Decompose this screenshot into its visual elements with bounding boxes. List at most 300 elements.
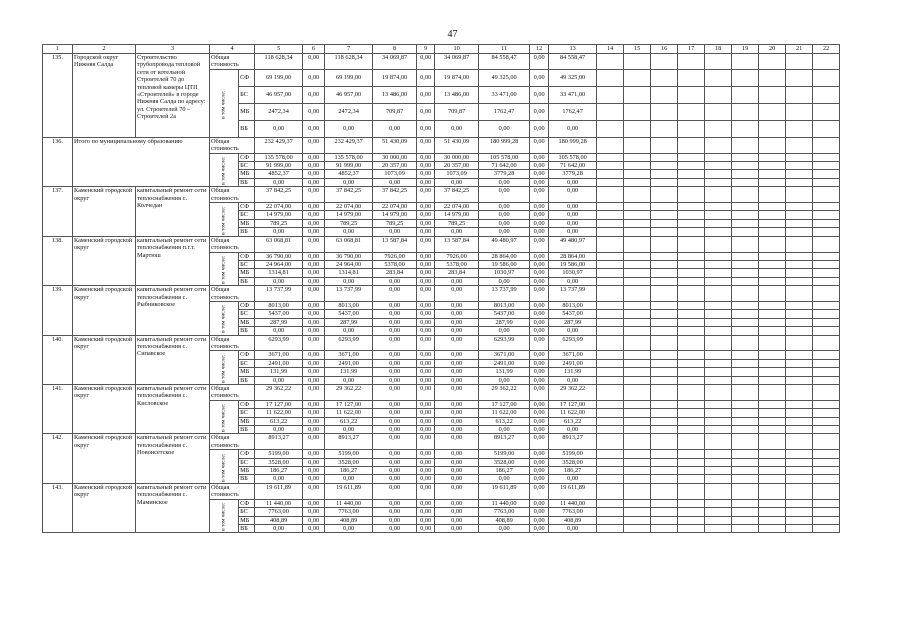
value-cell: 0,00 bbox=[303, 368, 325, 376]
value-cell: 0,00 bbox=[549, 327, 597, 335]
value-cell: 0,00 bbox=[417, 219, 435, 227]
empty-cell bbox=[678, 236, 705, 252]
funding-label: БС bbox=[239, 409, 255, 417]
empty-cell bbox=[597, 516, 624, 524]
empty-cell bbox=[705, 69, 732, 86]
value-cell: 0,00 bbox=[435, 359, 479, 367]
value-cell: 0,00 bbox=[530, 211, 549, 219]
value-cell: 131,99 bbox=[549, 368, 597, 376]
value-cell: 6293,99 bbox=[479, 335, 530, 351]
empty-cell bbox=[813, 450, 840, 458]
value-cell: 131,99 bbox=[479, 368, 530, 376]
value-cell: 0,00 bbox=[479, 203, 530, 211]
table-row bbox=[43, 187, 840, 203]
empty-cell bbox=[597, 524, 624, 532]
value-cell: 0,00 bbox=[303, 120, 325, 137]
empty-cell bbox=[624, 211, 651, 219]
empty-cell bbox=[678, 86, 705, 103]
value-cell: 5378,00 bbox=[373, 260, 417, 268]
value-cell: 0,00 bbox=[325, 475, 373, 483]
value-cell: 408,89 bbox=[549, 516, 597, 524]
empty-cell bbox=[759, 162, 786, 170]
empty-cell bbox=[705, 252, 732, 260]
empty-cell bbox=[678, 187, 705, 203]
value-cell: 11 440,00 bbox=[325, 499, 373, 507]
value-cell: 4852,37 bbox=[255, 170, 303, 178]
value-cell: 0,00 bbox=[303, 153, 325, 161]
empty-cell bbox=[732, 269, 759, 277]
empty-cell bbox=[597, 137, 624, 153]
value-cell: 0,00 bbox=[303, 376, 325, 384]
funding-label: Общая стоимость bbox=[210, 434, 255, 450]
empty-cell bbox=[651, 252, 678, 260]
empty-cell bbox=[786, 524, 813, 532]
empty-cell bbox=[732, 236, 759, 252]
empty-cell bbox=[705, 277, 732, 285]
empty-cell bbox=[786, 219, 813, 227]
value-cell: 0,00 bbox=[530, 351, 549, 359]
value-cell: 0,00 bbox=[435, 178, 479, 186]
empty-cell bbox=[732, 434, 759, 450]
empty-cell bbox=[651, 260, 678, 268]
value-cell: 0,00 bbox=[479, 211, 530, 219]
empty-cell bbox=[624, 120, 651, 137]
empty-cell bbox=[732, 508, 759, 516]
empty-cell bbox=[651, 467, 678, 475]
value-cell: 11 622,00 bbox=[549, 409, 597, 417]
value-cell: 0,00 bbox=[303, 170, 325, 178]
value-cell: 0,00 bbox=[530, 69, 549, 86]
value-cell: 13 587,84 bbox=[373, 236, 417, 252]
object-name: капитальный ремонт сети теплоснабжения с. Колчедан bbox=[136, 187, 210, 236]
value-cell: 24 964,00 bbox=[325, 260, 373, 268]
empty-cell bbox=[624, 236, 651, 252]
empty-cell bbox=[678, 368, 705, 376]
empty-cell bbox=[759, 524, 786, 532]
empty-cell bbox=[759, 335, 786, 351]
empty-cell bbox=[705, 458, 732, 466]
empty-cell bbox=[597, 103, 624, 120]
value-cell: 0,00 bbox=[549, 426, 597, 434]
value-cell: 0,00 bbox=[435, 524, 479, 532]
value-cell: 0,00 bbox=[373, 385, 417, 401]
column-number: 12 bbox=[530, 45, 549, 54]
empty-cell bbox=[732, 467, 759, 475]
value-cell: 13 486,00 bbox=[373, 86, 417, 103]
value-cell: 232 429,37 bbox=[255, 137, 303, 153]
value-cell: 0,00 bbox=[373, 516, 417, 524]
value-cell: 3779,28 bbox=[549, 170, 597, 178]
value-cell: 0,00 bbox=[417, 450, 435, 458]
value-cell: 28 864,00 bbox=[479, 252, 530, 260]
value-cell: 0,00 bbox=[530, 385, 549, 401]
value-cell: 29 362,22 bbox=[549, 385, 597, 401]
value-cell: 0,00 bbox=[417, 385, 435, 401]
value-cell: 69 199,00 bbox=[255, 69, 303, 86]
empty-cell bbox=[678, 252, 705, 260]
value-cell: 0,00 bbox=[303, 219, 325, 227]
value-cell: 789,25 bbox=[373, 219, 417, 227]
empty-cell bbox=[678, 170, 705, 178]
funding-label: Общая стоимость bbox=[210, 286, 255, 302]
value-cell: 0,00 bbox=[303, 335, 325, 351]
empty-cell bbox=[651, 277, 678, 285]
empty-cell bbox=[624, 69, 651, 86]
value-cell: 71 642,00 bbox=[549, 162, 597, 170]
empty-cell bbox=[705, 269, 732, 277]
empty-cell bbox=[732, 475, 759, 483]
value-cell: 0,00 bbox=[373, 286, 417, 302]
empty-cell bbox=[813, 508, 840, 516]
empty-cell bbox=[786, 103, 813, 120]
value-cell: 7763,00 bbox=[325, 508, 373, 516]
empty-cell bbox=[624, 286, 651, 302]
empty-cell bbox=[813, 103, 840, 120]
value-cell: 11 622,00 bbox=[479, 409, 530, 417]
empty-cell bbox=[759, 286, 786, 302]
value-cell: 19 874,00 bbox=[373, 69, 417, 86]
empty-cell bbox=[732, 335, 759, 351]
value-cell: 0,00 bbox=[417, 228, 435, 236]
value-cell: 34 069,87 bbox=[373, 54, 417, 70]
value-cell: 7763,00 bbox=[549, 508, 597, 516]
value-cell: 180 999,28 bbox=[479, 137, 530, 153]
value-cell: 0,00 bbox=[530, 54, 549, 70]
empty-cell bbox=[597, 368, 624, 376]
value-cell: 49 480,97 bbox=[549, 236, 597, 252]
empty-cell bbox=[705, 516, 732, 524]
value-cell: 186,27 bbox=[479, 467, 530, 475]
value-cell: 33 471,00 bbox=[549, 86, 597, 103]
empty-cell bbox=[678, 524, 705, 532]
empty-cell bbox=[759, 187, 786, 203]
empty-cell bbox=[678, 260, 705, 268]
table-row bbox=[43, 54, 840, 70]
value-cell: 19 611,89 bbox=[325, 483, 373, 499]
value-cell: 0,00 bbox=[373, 475, 417, 483]
value-cell: 0,00 bbox=[303, 69, 325, 86]
column-number: 1 bbox=[43, 45, 73, 54]
empty-cell bbox=[732, 178, 759, 186]
value-cell: 17 127,00 bbox=[325, 400, 373, 408]
row-number: 139. bbox=[43, 286, 73, 335]
empty-cell bbox=[786, 318, 813, 326]
vtom-text: в том числе: bbox=[220, 502, 227, 532]
in-total-label bbox=[210, 69, 239, 137]
empty-cell bbox=[624, 483, 651, 499]
empty-cell bbox=[705, 137, 732, 153]
value-cell: 22 074,00 bbox=[373, 203, 417, 211]
funding-label: СФ bbox=[239, 499, 255, 507]
empty-cell bbox=[759, 385, 786, 401]
value-cell: 0,00 bbox=[417, 409, 435, 417]
value-cell: 105 578,00 bbox=[479, 153, 530, 161]
empty-cell bbox=[813, 153, 840, 161]
empty-cell bbox=[759, 260, 786, 268]
value-cell: 6293,99 bbox=[325, 335, 373, 351]
vtom-text: в том числе: bbox=[220, 305, 227, 334]
row-number: 143. bbox=[43, 483, 73, 532]
column-number: 6 bbox=[303, 45, 325, 54]
value-cell: 0,00 bbox=[479, 228, 530, 236]
object-name: капитальный ремонт сети теплоснабжения с. Рыбниковское bbox=[136, 286, 210, 335]
value-cell: 0,00 bbox=[417, 351, 435, 359]
value-cell: 28 864,00 bbox=[549, 252, 597, 260]
empty-cell bbox=[597, 162, 624, 170]
object-name: капитальный ремонт сети теплоснабжения с. Новоисетское bbox=[136, 434, 210, 483]
empty-cell bbox=[705, 86, 732, 103]
empty-cell bbox=[651, 103, 678, 120]
empty-cell bbox=[813, 458, 840, 466]
empty-cell bbox=[759, 103, 786, 120]
empty-cell bbox=[651, 475, 678, 483]
value-cell: 3528,00 bbox=[549, 458, 597, 466]
empty-cell bbox=[624, 359, 651, 367]
empty-cell bbox=[597, 178, 624, 186]
empty-cell bbox=[705, 368, 732, 376]
empty-cell bbox=[624, 219, 651, 227]
value-cell: 14 979,00 bbox=[435, 211, 479, 219]
empty-cell bbox=[786, 458, 813, 466]
funding-label: СФ bbox=[239, 351, 255, 359]
empty-cell bbox=[678, 203, 705, 211]
empty-cell bbox=[813, 351, 840, 359]
empty-cell bbox=[759, 86, 786, 103]
empty-cell bbox=[597, 153, 624, 161]
column-number: 2 bbox=[73, 45, 136, 54]
empty-cell bbox=[651, 153, 678, 161]
empty-cell bbox=[732, 400, 759, 408]
value-cell: 11 622,00 bbox=[325, 409, 373, 417]
empty-cell bbox=[624, 137, 651, 153]
empty-cell bbox=[732, 524, 759, 532]
value-cell: 0,00 bbox=[549, 203, 597, 211]
value-cell: 0,00 bbox=[373, 524, 417, 532]
object-name: капитальный ремонт сети теплоснабжения с. Маминское bbox=[136, 483, 210, 532]
value-cell: 0,00 bbox=[417, 310, 435, 318]
district-name: Каменский городской округ bbox=[73, 187, 136, 236]
empty-cell bbox=[786, 211, 813, 219]
value-cell: 0,00 bbox=[373, 327, 417, 335]
empty-cell bbox=[678, 162, 705, 170]
empty-cell bbox=[705, 310, 732, 318]
value-cell: 0,00 bbox=[530, 269, 549, 277]
empty-cell bbox=[813, 467, 840, 475]
empty-cell bbox=[678, 450, 705, 458]
empty-cell bbox=[759, 467, 786, 475]
empty-cell bbox=[759, 483, 786, 499]
empty-cell bbox=[624, 252, 651, 260]
value-cell: 0,00 bbox=[530, 409, 549, 417]
empty-cell bbox=[759, 236, 786, 252]
value-cell: 0,00 bbox=[255, 327, 303, 335]
empty-cell bbox=[624, 269, 651, 277]
value-cell: 37 842,25 bbox=[435, 187, 479, 203]
funding-label: МБ bbox=[239, 467, 255, 475]
empty-cell bbox=[786, 86, 813, 103]
value-cell: 0,00 bbox=[373, 426, 417, 434]
value-cell: 186,27 bbox=[549, 467, 597, 475]
empty-cell bbox=[732, 426, 759, 434]
empty-cell bbox=[651, 301, 678, 309]
value-cell: 0,00 bbox=[373, 228, 417, 236]
value-cell: 0,00 bbox=[373, 120, 417, 137]
empty-cell bbox=[786, 508, 813, 516]
value-cell: 709,87 bbox=[373, 103, 417, 120]
empty-cell bbox=[678, 417, 705, 425]
district-name: Каменский городской округ bbox=[73, 434, 136, 483]
value-cell: 0,00 bbox=[373, 310, 417, 318]
value-cell: 0,00 bbox=[417, 327, 435, 335]
value-cell: 3528,00 bbox=[325, 458, 373, 466]
funding-label: МБ bbox=[239, 269, 255, 277]
district-name: Каменский городской округ bbox=[73, 286, 136, 335]
empty-cell bbox=[705, 236, 732, 252]
value-cell: 7763,00 bbox=[479, 508, 530, 516]
empty-cell bbox=[597, 467, 624, 475]
value-cell: 0,00 bbox=[303, 187, 325, 203]
empty-cell bbox=[678, 499, 705, 507]
empty-cell bbox=[597, 301, 624, 309]
value-cell: 30 000,00 bbox=[435, 153, 479, 161]
empty-cell bbox=[759, 359, 786, 367]
empty-cell bbox=[813, 409, 840, 417]
empty-cell bbox=[624, 178, 651, 186]
empty-cell bbox=[597, 269, 624, 277]
empty-cell bbox=[759, 475, 786, 483]
empty-cell bbox=[759, 351, 786, 359]
value-cell: 2491,00 bbox=[255, 359, 303, 367]
value-cell: 0,00 bbox=[549, 277, 597, 285]
empty-cell bbox=[678, 376, 705, 384]
value-cell: 0,00 bbox=[417, 400, 435, 408]
empty-cell bbox=[651, 335, 678, 351]
value-cell: 0,00 bbox=[530, 120, 549, 137]
empty-cell bbox=[813, 417, 840, 425]
empty-cell bbox=[786, 359, 813, 367]
empty-cell bbox=[597, 508, 624, 516]
table-row bbox=[43, 335, 840, 351]
value-cell: 3528,00 bbox=[479, 458, 530, 466]
value-cell: 2472,34 bbox=[325, 103, 373, 120]
empty-cell bbox=[651, 508, 678, 516]
value-cell: 0,00 bbox=[435, 426, 479, 434]
empty-cell bbox=[678, 475, 705, 483]
value-cell: 0,00 bbox=[479, 187, 530, 203]
empty-cell bbox=[813, 236, 840, 252]
value-cell: 0,00 bbox=[530, 483, 549, 499]
value-cell: 0,00 bbox=[417, 86, 435, 103]
value-cell: 8013,00 bbox=[549, 301, 597, 309]
column-number: 4 bbox=[210, 45, 255, 54]
value-cell: 5437,00 bbox=[549, 310, 597, 318]
empty-cell bbox=[597, 483, 624, 499]
empty-cell bbox=[624, 368, 651, 376]
value-cell: 13 587,84 bbox=[435, 236, 479, 252]
empty-cell bbox=[624, 385, 651, 401]
empty-cell bbox=[705, 327, 732, 335]
empty-cell bbox=[732, 450, 759, 458]
vtom-text: в том числе: bbox=[220, 156, 227, 185]
value-cell: 0,00 bbox=[373, 400, 417, 408]
object-name: капитальный ремонт сети теплоснабжения с. Сипавское bbox=[136, 335, 210, 384]
empty-cell bbox=[705, 351, 732, 359]
value-cell: 22 074,00 bbox=[255, 203, 303, 211]
empty-cell bbox=[813, 385, 840, 401]
empty-cell bbox=[678, 516, 705, 524]
in-total-label bbox=[210, 301, 239, 335]
value-cell: 0,00 bbox=[417, 187, 435, 203]
value-cell: 1314,81 bbox=[325, 269, 373, 277]
column-number: 21 bbox=[786, 45, 813, 54]
value-cell: 5199,00 bbox=[479, 450, 530, 458]
empty-cell bbox=[705, 286, 732, 302]
empty-cell bbox=[705, 376, 732, 384]
table-row bbox=[43, 483, 840, 499]
empty-cell bbox=[813, 86, 840, 103]
value-cell: 29 362,22 bbox=[325, 385, 373, 401]
empty-cell bbox=[651, 483, 678, 499]
value-cell: 0,00 bbox=[549, 376, 597, 384]
value-cell: 14 979,00 bbox=[255, 211, 303, 219]
value-cell: 5437,00 bbox=[255, 310, 303, 318]
value-cell: 19 586,00 bbox=[549, 260, 597, 268]
value-cell: 0,00 bbox=[530, 86, 549, 103]
empty-cell bbox=[786, 236, 813, 252]
value-cell: 0,00 bbox=[435, 499, 479, 507]
empty-cell bbox=[705, 467, 732, 475]
value-cell: 0,00 bbox=[417, 54, 435, 70]
column-number: 14 bbox=[597, 45, 624, 54]
object-name: капитальный ремонт сети теплоснабжения с. Кисловское bbox=[136, 385, 210, 434]
value-cell: 8913,27 bbox=[255, 434, 303, 450]
value-cell: 0,00 bbox=[417, 236, 435, 252]
empty-cell bbox=[759, 120, 786, 137]
empty-cell bbox=[813, 310, 840, 318]
column-number: 22 bbox=[813, 45, 840, 54]
value-cell: 3671,00 bbox=[255, 351, 303, 359]
empty-cell bbox=[732, 277, 759, 285]
value-cell: 0,00 bbox=[435, 417, 479, 425]
empty-cell bbox=[597, 252, 624, 260]
empty-cell bbox=[813, 318, 840, 326]
empty-cell bbox=[678, 219, 705, 227]
empty-cell bbox=[759, 211, 786, 219]
value-cell: 613,22 bbox=[325, 417, 373, 425]
empty-cell bbox=[786, 475, 813, 483]
value-cell: 0,00 bbox=[373, 499, 417, 507]
empty-cell bbox=[651, 524, 678, 532]
value-cell: 0,00 bbox=[373, 508, 417, 516]
value-cell: 0,00 bbox=[530, 335, 549, 351]
row-number: 136. bbox=[43, 137, 73, 186]
empty-cell bbox=[597, 417, 624, 425]
empty-cell bbox=[813, 170, 840, 178]
value-cell: 0,00 bbox=[530, 458, 549, 466]
value-cell: 0,00 bbox=[303, 301, 325, 309]
funding-label: ВБ bbox=[239, 475, 255, 483]
value-cell: 0,00 bbox=[417, 483, 435, 499]
empty-cell bbox=[759, 318, 786, 326]
empty-cell bbox=[705, 301, 732, 309]
value-cell: 5437,00 bbox=[479, 310, 530, 318]
value-cell: 0,00 bbox=[479, 120, 530, 137]
district-name: Каменский городской округ bbox=[73, 385, 136, 434]
empty-cell bbox=[651, 69, 678, 86]
value-cell: 0,00 bbox=[325, 178, 373, 186]
value-cell: 0,00 bbox=[255, 120, 303, 137]
empty-cell bbox=[759, 368, 786, 376]
